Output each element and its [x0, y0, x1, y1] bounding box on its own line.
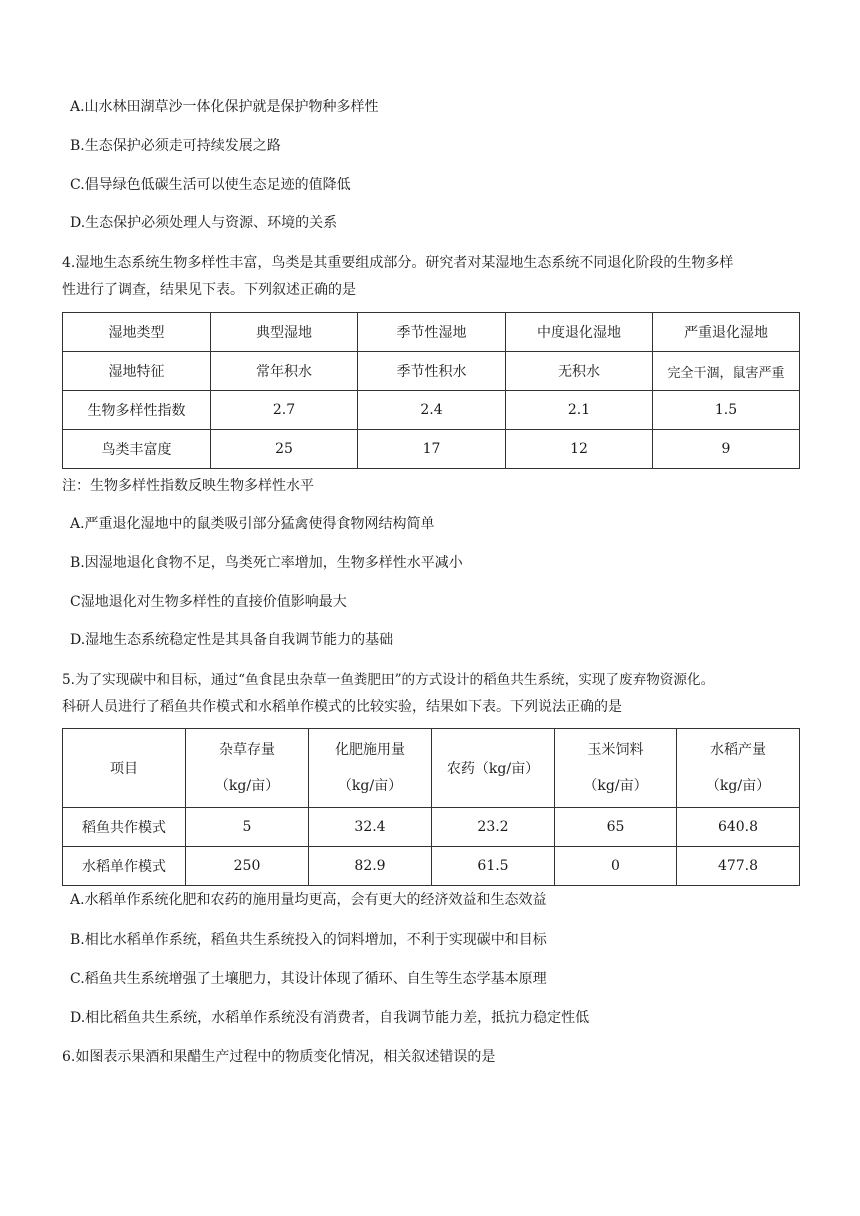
q4-stem-line2: 性进行了调查，结果见下表。下列叙述正确的是: [62, 282, 356, 298]
table-cell: 477.8: [677, 847, 800, 886]
table-row: [63, 847, 800, 886]
q4-option-b: B.因湿地退化食物不足，鸟类死亡率增加，生物多样性水平减小: [70, 555, 463, 571]
table-cell: 2.1: [506, 391, 653, 430]
table-cell: 32.4: [309, 808, 432, 847]
table-cell: 稻鱼共作模式: [63, 808, 186, 847]
table-header-cell: 玉米饲料 （kg/亩）: [555, 729, 677, 808]
table-cell: 水稻单作模式: [63, 847, 186, 886]
q5-comparison-table: [62, 728, 800, 886]
table-cell: 常年积水: [211, 352, 358, 391]
table-cell: 典型湿地: [211, 313, 358, 352]
table-cell: 82.9: [309, 847, 432, 886]
table-cell: 1.5: [653, 391, 800, 430]
q4-option-c: C湿地退化对生物多样性的直接价值影响最大: [70, 594, 347, 610]
table-cell: 23.2: [432, 808, 555, 847]
table-cell: 湿地类型: [63, 313, 211, 352]
table-row: [63, 313, 800, 352]
q5-option-a: A.水稻单作系统化肥和农药的施用量均更高，会有更大的经济效益和生态效益: [70, 892, 547, 908]
q4-stem-line1: 4.湿地生态系统生物多样性丰富，鸟类是其重要组成部分。研究者对某湿地生态系统不同退化阶段的生物多样: [62, 255, 734, 271]
table-cell: 无积水: [506, 352, 653, 391]
q4-table-note: 注：生物多样性指数反映生物多样性水平: [62, 478, 314, 494]
table-header-cell: 农药（kg/亩）: [432, 729, 555, 808]
table-cell: 季节性积水: [358, 352, 506, 391]
table-cell: 250: [186, 847, 309, 886]
q5-option-b: B.相比水稻单作系统，稻鱼共生系统投入的饲料增加，不利于实现碳中和目标: [70, 932, 547, 948]
q4-option-d: D.湿地生态系统稳定性是其具备自我调节能力的基础: [70, 632, 394, 648]
table-cell: 12: [506, 430, 653, 469]
q5-option-d: D.相比稻鱼共生系统，水稻单作系统没有消费者，自我调节能力差，抵抗力稳定性低: [70, 1010, 590, 1026]
table-header-cell: 水稻产量 （kg/亩）: [677, 729, 800, 808]
q6-stem: 6.如图表示果酒和果醋生产过程中的物质变化情况，相关叙述错误的是: [62, 1049, 496, 1065]
table-cell: 严重退化湿地: [653, 313, 800, 352]
table-header-cell: 项目: [63, 729, 186, 808]
table-cell: 完全干涸，鼠害严重: [653, 352, 800, 391]
table-header-cell: 化肥施用量 （kg/亩）: [309, 729, 432, 808]
table-cell: 生物多样性指数: [63, 391, 211, 430]
table-cell: 17: [358, 430, 506, 469]
q3-option-a: A.山水林田湖草沙一体化保护就是保护物种多样性: [70, 99, 379, 115]
table-header-row: [63, 729, 800, 808]
table-cell: 中度退化湿地: [506, 313, 653, 352]
table-row: [63, 391, 800, 430]
table-row: [63, 808, 800, 847]
table-cell: 2.7: [211, 391, 358, 430]
table-cell: 25: [211, 430, 358, 469]
table-cell: 61.5: [432, 847, 555, 886]
table-cell: 2.4: [358, 391, 506, 430]
table-cell: 9: [653, 430, 800, 469]
table-cell: 季节性湿地: [358, 313, 506, 352]
table-cell: 5: [186, 808, 309, 847]
table-cell: 湿地特征: [63, 352, 211, 391]
q3-option-c: C.倡导绿色低碳生活可以使生态足迹的值降低: [70, 177, 351, 193]
table-row: [63, 430, 800, 469]
q3-option-d: D.生态保护必须处理人与资源、环境的关系: [70, 215, 338, 231]
table-cell: 鸟类丰富度: [63, 430, 211, 469]
table-cell: 640.8: [677, 808, 800, 847]
q3-option-b: B.生态保护必须走可持续发展之路: [70, 138, 281, 154]
table-header-cell: 杂草存量 （kg/亩）: [186, 729, 309, 808]
q5-stem-line1: 5.为了实现碳中和目标，通过“鱼食昆虫杂草一鱼粪肥田”的方式设计的稻鱼共生系统，实现了废弃物资源化。: [62, 672, 715, 688]
q4-option-a: A.严重退化湿地中的鼠类吸引部分猛禽使得食物网结构简单: [70, 516, 435, 532]
table-cell: 0: [555, 847, 677, 886]
q5-stem-line2: 科研人员进行了稻鱼共作模式和水稻单作模式的比较实验，结果如下表。下列说法正确的是: [62, 699, 622, 715]
q4-wetland-table: [62, 312, 800, 469]
q5-option-c: C.稻鱼共生系统增强了土壤肥力，其设计体现了循环、自生等生态学基本原理: [70, 971, 547, 987]
table-row: [63, 352, 800, 391]
table-cell: 65: [555, 808, 677, 847]
